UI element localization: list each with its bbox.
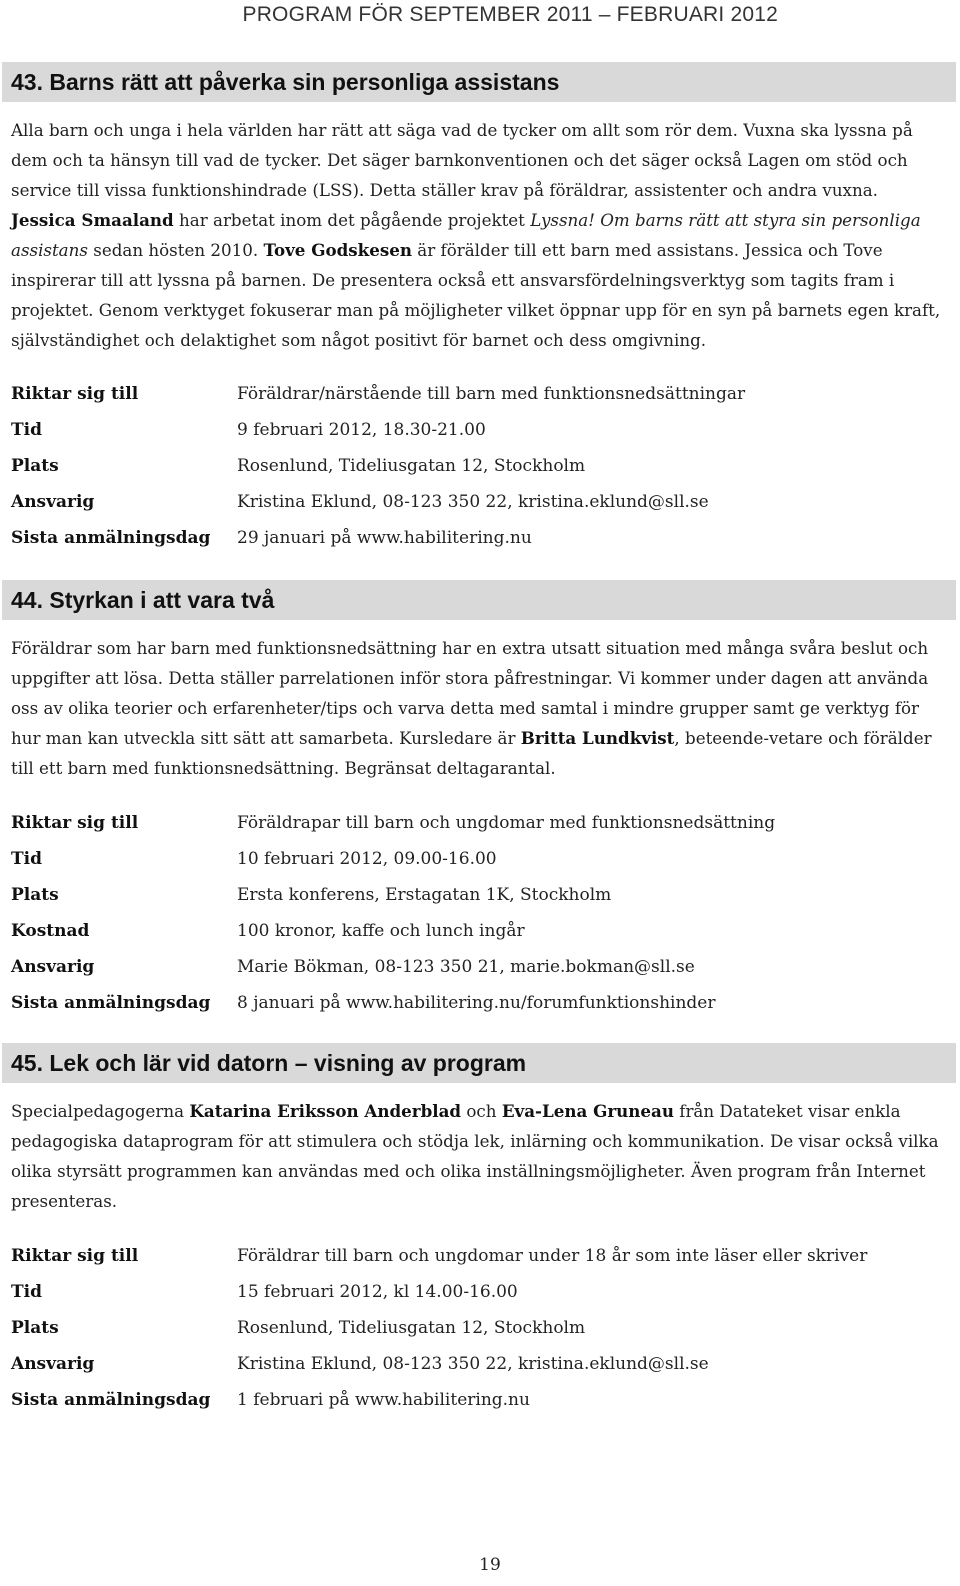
section-title: 44. Styrkan i att vara två [11,587,275,613]
section-description: Föräldrar som har barn med funktionsnedsättning har en extra utsatt situation med många svåra beslut och uppgifter att lösa. Detta ställer parrelationen inför stora påfrestningar. Vi kommer under dagen att använda oss av olika teorier och erfarenheter/tips och varva detta med samtal i mindre grupper samt ge verktyg för hur man kan utveckla sitt sätt att samarbeta. Kursledare är Britta Lundkvist, beteende-vetare och förälder till ett barn med funktionsnedsättning. Begränsat deltagarantal. [11,638,932,778]
section-title: 45. Lek och lär vid datorn – visning av program [11,1050,527,1076]
info-table [11,805,775,1021]
info-row-audience: Riktar sig till Föräldrapar till barn och ungdomar med funktionsnedsättning [11,813,776,833]
info-row-deadline: Sista anmälningsdag 8 januari på www.habilitering.nu/forumfunktionshinder [11,993,716,1013]
speaker-name: Katarina Eriksson Anderblad [189,1101,462,1121]
info-table [11,376,745,556]
info-table [11,1238,867,1418]
speaker-name: Jessica Smaaland [11,210,174,230]
info-row-place: Plats Rosenlund, Tideliusgatan 12, Stockholm [11,456,586,476]
section-45 [0,1043,956,1418]
page-header: PROGRAM FÖR SEPTEMBER 2011 – FEBRUARI 2012 [242,3,778,26]
section-description: Specialpedagogerna Katarina Eriksson Anderblad och Eva-Lena Gruneau från Datateket visar enkla pedagogiska dataprogram för att stimulera och stödja lek, inlärning och kommunikation. De visar också vilka olika styrsätt programmen kan användas med och olika inställningsmöjligheter. Även program från Internet presenteras. [11,1101,939,1211]
section-44 [0,580,956,1021]
info-row-responsible: Ansvarig Kristina Eklund, 08-123 350 22, kristina.eklund@sll.se [11,492,709,512]
info-row-time: Tid 10 februari 2012, 09.00-16.00 [11,849,497,869]
project-name: Lyssna! Om barns rätt att styra sin personliga assistans [11,210,921,260]
info-row-time: Tid 15 februari 2012, kl 14.00-16.00 [11,1282,518,1302]
info-row-cost: Kostnad 100 kronor, kaffe och lunch ingår [11,921,525,941]
section-header-bar [2,580,956,620]
section-description: Alla barn och unga i hela världen har rätt att säga vad de tycker om allt som rör dem. Vuxna ska lyssna på dem och ta hänsyn till vad de tycker. Det säger barnkonventionen och det säger också Lagen om stöd och service till vissa funktionshindrade (LSS). Detta ställer krav på föräldrar, assistenter och andra vuxna. Jessica Smaaland har arbetat inom det pågående projektet Lyssna! Om barns rätt att styra sin personliga assistans sedan hösten 2010. Tove Godskesen är förälder till ett barn med assistans. Jessica och Tove inspirerar till att lyssna på barnen. De presentera också ett ansvarsfördelningsverktyg som tagits fram i projektet. Genom verktyget fokuserar man på möjligheter vilket öppnar upp för en syn på barnets egen kraft, självständighet och delaktighet som något positivt för barnet och dess omgivning. [11,120,941,350]
page-number: 19 [479,1555,501,1575]
info-row-place: Plats Ersta konferens, Erstagatan 1K, Stockholm [11,885,612,905]
info-row-audience: Riktar sig till Föräldrar/närstående till barn med funktionsnedsättningar [11,384,746,404]
info-row-audience: Riktar sig till Föräldrar till barn och ungdomar under 18 år som inte läser eller skriver [11,1246,868,1266]
info-row-responsible: Ansvarig Kristina Eklund, 08-123 350 22, kristina.eklund@sll.se [11,1354,709,1374]
section-title: 43. Barns rätt att påverka sin personliga assistans [11,69,560,95]
info-row-responsible: Ansvarig Marie Bökman, 08-123 350 21, marie.bokman@sll.se [11,957,695,977]
info-row-deadline: Sista anmälningsdag 1 februari på www.habilitering.nu [11,1390,530,1410]
speaker-name: Britta Lundkvist [520,728,675,748]
speaker-name: Eva-Lena Gruneau [501,1101,674,1121]
info-row-time: Tid 9 februari 2012, 18.30-21.00 [11,420,486,440]
info-row-place: Plats Rosenlund, Tideliusgatan 12, Stockholm [11,1318,586,1338]
speaker-name: Tove Godskesen [263,240,412,260]
info-row-deadline: Sista anmälningsdag 29 januari på www.habilitering.nu [11,528,532,548]
section-header-bar [2,1043,956,1083]
section-43 [0,62,956,556]
section-header-bar [2,62,956,102]
